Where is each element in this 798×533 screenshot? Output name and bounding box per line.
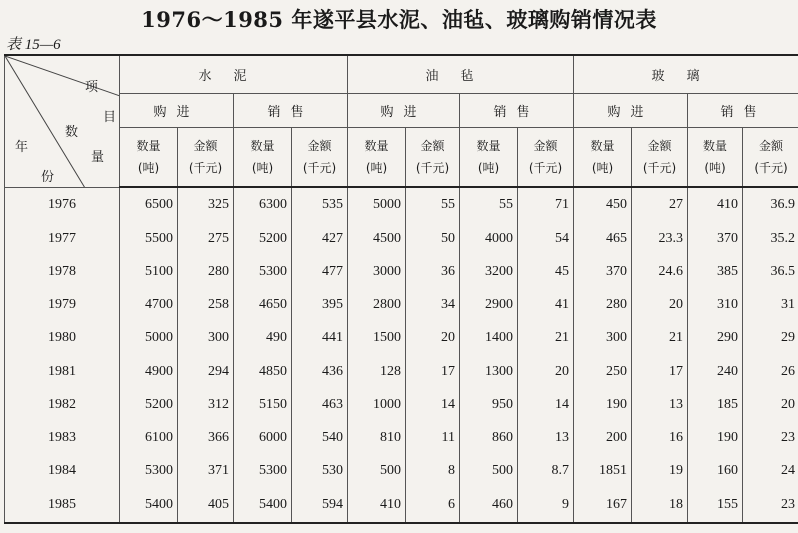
value-cell: 810 [348, 421, 406, 454]
corner-label-nian: 年 [15, 140, 29, 155]
value-cell: 280 [178, 255, 234, 288]
subheader-sales: 销售 [688, 93, 798, 127]
value-cell: 23 [743, 421, 798, 454]
subheader-sales: 销售 [460, 93, 574, 127]
value-cell: 36.5 [743, 255, 798, 288]
value-cell: 190 [688, 421, 743, 454]
table-body [5, 187, 798, 523]
metric-header-amount [743, 127, 798, 187]
value-cell: 8 [406, 454, 460, 487]
table-row [5, 322, 798, 355]
value-cell: 50 [406, 222, 460, 255]
value-cell: 385 [688, 255, 743, 288]
metric-unit: (吨) [477, 160, 500, 175]
subheader-purchase: 购进 [574, 93, 688, 127]
value-cell: 300 [574, 322, 632, 355]
value-cell: 17 [632, 355, 688, 388]
value-cell: 1851 [574, 454, 632, 487]
value-cell: 1500 [348, 322, 406, 355]
table-row [5, 222, 798, 255]
corner-label-fen: 份 [41, 170, 55, 185]
table-row [5, 454, 798, 487]
metric-header-amount [406, 127, 460, 187]
value-cell: 5300 [120, 454, 178, 487]
value-cell: 71 [518, 187, 574, 222]
value-cell: 5000 [120, 322, 178, 355]
metric-header-row [5, 127, 798, 187]
year-cell: 1979 [5, 289, 120, 322]
table-row [5, 355, 798, 388]
value-cell: 8.7 [518, 454, 574, 487]
metric-header-qty [688, 127, 743, 187]
value-cell: 290 [688, 322, 743, 355]
value-cell: 31 [743, 289, 798, 322]
value-cell: 14 [518, 388, 574, 421]
metric-unit: (吨) [251, 160, 274, 175]
value-cell: 20 [406, 322, 460, 355]
value-cell: 4700 [120, 289, 178, 322]
group-header-cement: 水泥 [120, 55, 348, 93]
value-cell: 34 [406, 289, 460, 322]
value-cell: 5400 [234, 488, 292, 523]
table-row [5, 421, 798, 454]
value-cell: 2900 [460, 289, 518, 322]
value-cell: 29 [743, 322, 798, 355]
corner-label-liang: 量 [91, 150, 105, 165]
value-cell: 370 [688, 222, 743, 255]
metric-label: 金额 [420, 138, 445, 153]
value-cell: 5150 [234, 388, 292, 421]
metric-unit: (千元) [642, 160, 677, 175]
value-cell: 4500 [348, 222, 406, 255]
table-row [5, 187, 798, 222]
value-cell: 594 [292, 488, 348, 523]
year-cell: 1978 [5, 255, 120, 288]
table-row [5, 255, 798, 288]
value-cell: 3000 [348, 255, 406, 288]
value-cell: 6 [406, 488, 460, 523]
value-cell: 23 [743, 488, 798, 523]
value-cell: 5000 [348, 187, 406, 222]
value-cell: 477 [292, 255, 348, 288]
corner-label-shu: 数 [65, 125, 79, 140]
value-cell: 21 [632, 322, 688, 355]
value-cell: 240 [688, 355, 743, 388]
value-cell: 17 [406, 355, 460, 388]
value-cell: 19 [632, 454, 688, 487]
value-cell: 128 [348, 355, 406, 388]
value-cell: 441 [292, 322, 348, 355]
value-cell: 5400 [120, 488, 178, 523]
metric-unit: (吨) [365, 160, 388, 175]
value-cell: 1400 [460, 322, 518, 355]
value-cell: 405 [178, 488, 234, 523]
value-cell: 9 [518, 488, 574, 523]
value-cell: 300 [178, 322, 234, 355]
value-cell: 55 [406, 187, 460, 222]
metric-label: 金额 [307, 138, 332, 153]
value-cell: 4650 [234, 289, 292, 322]
metric-label: 金额 [193, 138, 218, 153]
corner-label-mu: 目 [103, 110, 117, 125]
value-cell: 26 [743, 355, 798, 388]
corner-header-cell [5, 55, 120, 187]
value-cell: 312 [178, 388, 234, 421]
subheader-purchase: 购进 [120, 93, 234, 127]
value-cell: 4850 [234, 355, 292, 388]
year-cell: 1981 [5, 355, 120, 388]
year-cell: 1976 [5, 187, 120, 222]
value-cell: 535 [292, 187, 348, 222]
metric-header-qty [460, 127, 518, 187]
table-row [5, 289, 798, 322]
value-cell: 530 [292, 454, 348, 487]
metric-header-amount [292, 127, 348, 187]
subheader-purchase: 购进 [348, 93, 460, 127]
value-cell: 36 [406, 255, 460, 288]
table-row [5, 388, 798, 421]
value-cell: 366 [178, 421, 234, 454]
value-cell: 450 [574, 187, 632, 222]
metric-label: 数量 [703, 138, 728, 153]
value-cell: 3200 [460, 255, 518, 288]
year-cell: 1983 [5, 421, 120, 454]
year-cell: 1985 [5, 488, 120, 523]
group-header-felt: 油毡 [348, 55, 574, 93]
metric-header-qty [348, 127, 406, 187]
value-cell: 490 [234, 322, 292, 355]
value-cell: 13 [632, 388, 688, 421]
value-cell: 258 [178, 289, 234, 322]
value-cell: 370 [574, 255, 632, 288]
table-title: 1976～1985 年遂平县水泥、油毡、玻璃购销情况表 [141, 7, 657, 32]
value-cell: 14 [406, 388, 460, 421]
value-cell: 4900 [120, 355, 178, 388]
metric-unit: (吨) [704, 160, 726, 175]
metric-header-amount [518, 127, 574, 187]
value-cell: 2800 [348, 289, 406, 322]
value-cell: 1300 [460, 355, 518, 388]
metric-label: 金额 [759, 138, 784, 153]
value-cell: 21 [518, 322, 574, 355]
value-cell: 167 [574, 488, 632, 523]
value-cell: 35.2 [743, 222, 798, 255]
value-cell: 460 [460, 488, 518, 523]
group-header-glass: 玻璃 [574, 55, 798, 93]
metric-header-qty [574, 127, 632, 187]
value-cell: 5200 [120, 388, 178, 421]
purchase-sales-table [4, 54, 798, 524]
metric-label: 数量 [136, 138, 161, 153]
value-cell: 500 [348, 454, 406, 487]
value-cell: 410 [348, 488, 406, 523]
year-cell: 1980 [5, 322, 120, 355]
table-number: 表 15—6 [6, 37, 61, 53]
value-cell: 410 [688, 187, 743, 222]
value-cell: 860 [460, 421, 518, 454]
metric-header-qty [120, 127, 178, 187]
value-cell: 395 [292, 289, 348, 322]
value-cell: 6000 [234, 421, 292, 454]
value-cell: 20 [632, 289, 688, 322]
value-cell: 190 [574, 388, 632, 421]
value-cell: 155 [688, 488, 743, 523]
metric-unit: (千元) [754, 160, 788, 175]
value-cell: 55 [460, 187, 518, 222]
value-cell: 16 [632, 421, 688, 454]
value-cell: 41 [518, 289, 574, 322]
value-cell: 465 [574, 222, 632, 255]
corner-label-xiang: 项 [85, 80, 99, 95]
value-cell: 500 [460, 454, 518, 487]
value-cell: 45 [518, 255, 574, 288]
metric-header-amount [178, 127, 234, 187]
year-cell: 1982 [5, 388, 120, 421]
metric-unit: (千元) [528, 160, 563, 175]
value-cell: 200 [574, 421, 632, 454]
value-cell: 6500 [120, 187, 178, 222]
value-cell: 436 [292, 355, 348, 388]
value-cell: 13 [518, 421, 574, 454]
value-cell: 5300 [234, 454, 292, 487]
value-cell: 5200 [234, 222, 292, 255]
metric-label: 数量 [364, 138, 389, 153]
subheader-sales: 销售 [234, 93, 348, 127]
value-cell: 23.3 [632, 222, 688, 255]
value-cell: 463 [292, 388, 348, 421]
value-cell: 1000 [348, 388, 406, 421]
value-cell: 27 [632, 187, 688, 222]
table-row [5, 488, 798, 523]
value-cell: 5500 [120, 222, 178, 255]
value-cell: 294 [178, 355, 234, 388]
value-cell: 5300 [234, 255, 292, 288]
metric-label: 数量 [590, 138, 615, 153]
metric-unit: (吨) [591, 160, 614, 175]
metric-label: 数量 [476, 138, 501, 153]
value-cell: 11 [406, 421, 460, 454]
metric-label: 金额 [533, 138, 558, 153]
metric-unit: (吨) [137, 160, 160, 175]
value-cell: 540 [292, 421, 348, 454]
value-cell: 427 [292, 222, 348, 255]
value-cell: 24.6 [632, 255, 688, 288]
metric-unit: (千元) [302, 160, 337, 175]
metric-header-qty [234, 127, 292, 187]
value-cell: 371 [178, 454, 234, 487]
value-cell: 950 [460, 388, 518, 421]
value-cell: 20 [743, 388, 798, 421]
metric-header-amount [632, 127, 688, 187]
value-cell: 20 [518, 355, 574, 388]
value-cell: 18 [632, 488, 688, 523]
value-cell: 54 [518, 222, 574, 255]
value-cell: 6100 [120, 421, 178, 454]
value-cell: 250 [574, 355, 632, 388]
value-cell: 4000 [460, 222, 518, 255]
value-cell: 185 [688, 388, 743, 421]
value-cell: 36.9 [743, 187, 798, 222]
value-cell: 325 [178, 187, 234, 222]
year-cell: 1977 [5, 222, 120, 255]
metric-label: 金额 [647, 138, 672, 153]
value-cell: 275 [178, 222, 234, 255]
value-cell: 160 [688, 454, 743, 487]
year-cell: 1984 [5, 454, 120, 487]
value-cell: 5100 [120, 255, 178, 288]
value-cell: 310 [688, 289, 743, 322]
value-cell: 6300 [234, 187, 292, 222]
value-cell: 280 [574, 289, 632, 322]
metric-unit: (千元) [415, 160, 450, 175]
metric-label: 数量 [250, 138, 275, 153]
value-cell: 24 [743, 454, 798, 487]
metric-unit: (千元) [188, 160, 223, 175]
